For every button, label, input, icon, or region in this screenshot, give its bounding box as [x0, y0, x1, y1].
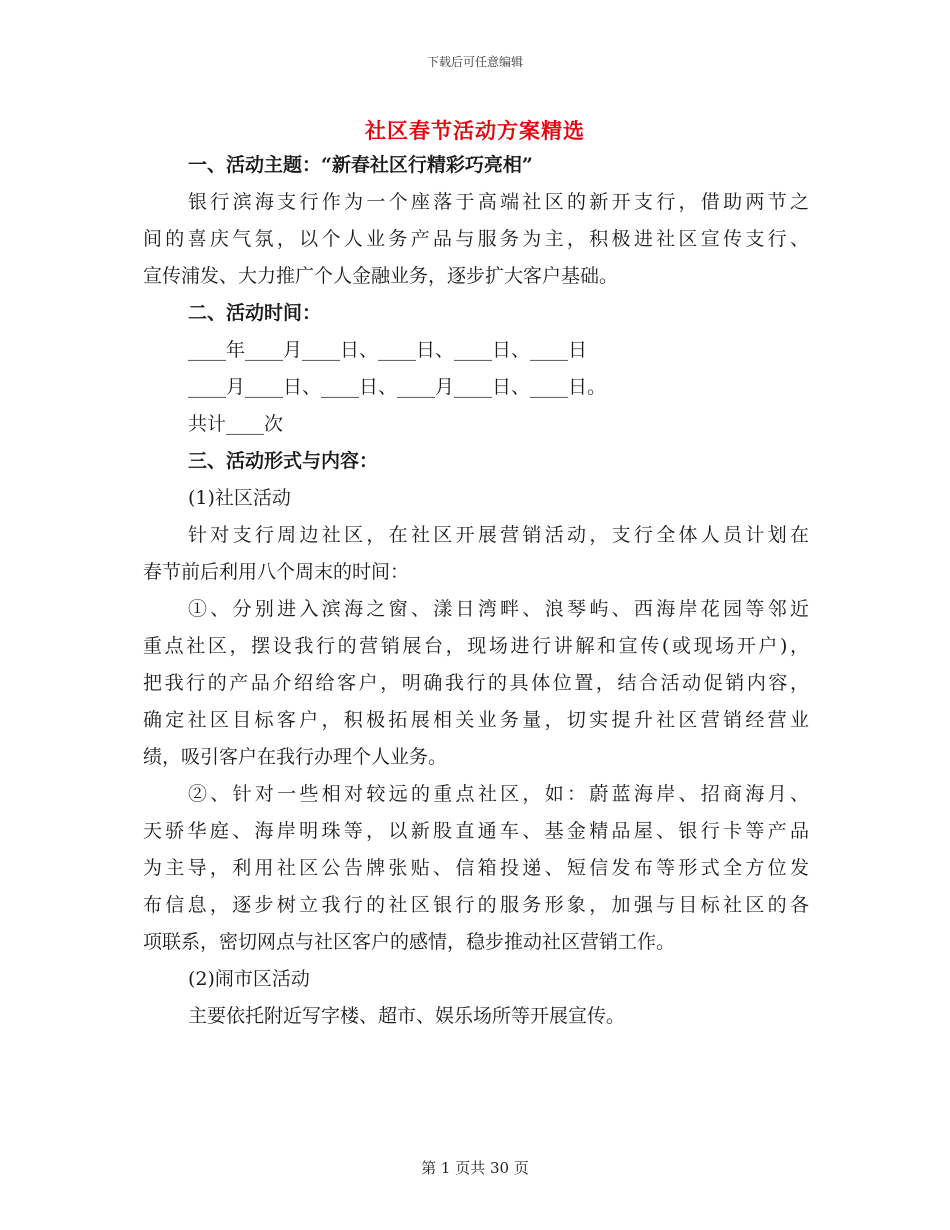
body-line: 银行滨海支行作为一个座落于高端社区的新开支行，借助两节之 — [188, 191, 809, 213]
body-line: 间的喜庆气氛，以个人业务产品与服务为主，积极进社区宣传支行、 — [143, 228, 809, 250]
body-line: 宣传浦发、大力推广个人金融业务，逐步扩大客户基础。 — [143, 265, 619, 287]
header-note: 下载后可任意编辑 — [426, 55, 523, 69]
section-heading: 二、活动时间： — [188, 302, 322, 324]
section-heading: 一、活动主题：“新春社区行精彩巧亮相” — [188, 154, 533, 176]
body-line: 春节前后利用八个周末的时间： — [143, 561, 410, 583]
body-line: 重点社区，摆设我行的营销展台，现场进行讲解和宣传(或现场开户)， — [143, 635, 809, 657]
section-heading: 三、活动形式与内容： — [188, 450, 379, 472]
document-title: 社区春节活动方案精选 — [365, 118, 585, 143]
body-line: 确定社区目标客户，积极拓展相关业务量，切实提升社区营销经营业 — [143, 709, 809, 731]
body-line: 项联系，密切网点与社区客户的感情，稳步推动社区营销工作。 — [143, 931, 676, 953]
body-line: (1)社区活动 — [188, 487, 291, 509]
page-number-footer: 第 1 页共 30 页 — [421, 1159, 529, 1177]
body-line: 主要依托附近写字楼、超市、娱乐场所等开展宣传。 — [188, 1005, 626, 1027]
body-line: ____月____日、____日、____月____日、____日。 — [188, 376, 607, 398]
body-line: 天骄华庭、海岸明珠等，以新股直通车、基金精品屋、银行卡等产品 — [143, 820, 809, 842]
body-line: 共计____次 — [188, 413, 284, 435]
body-line: 布信息，逐步树立我行的社区银行的服务形象，加强与目标社区的各 — [143, 894, 809, 916]
body-line: ②、针对一些相对较远的重点社区，如：蔚蓝海岸、招商海月、 — [188, 783, 809, 805]
body-line: 针对支行周边社区，在社区开展营销活动，支行全体人员计划在 — [188, 524, 809, 546]
body-line: 把我行的产品介绍给客户，明确我行的具体位置，结合活动促销内容， — [143, 672, 809, 694]
body-line: ①、分别进入滨海之窗、漾日湾畔、浪琴屿、西海岸花园等邻近 — [188, 598, 809, 620]
body-line: (2)闹市区活动 — [188, 968, 310, 990]
body-line: 为主导，利用社区公告牌张贴、信箱投递、短信发布等形式全方位发 — [143, 857, 809, 879]
body-line: ____年____月____日、____日、____日、____日 — [188, 339, 588, 361]
document-body — [143, 147, 809, 1035]
body-line: 绩，吸引客户在我行办理个人业务。 — [143, 746, 448, 768]
